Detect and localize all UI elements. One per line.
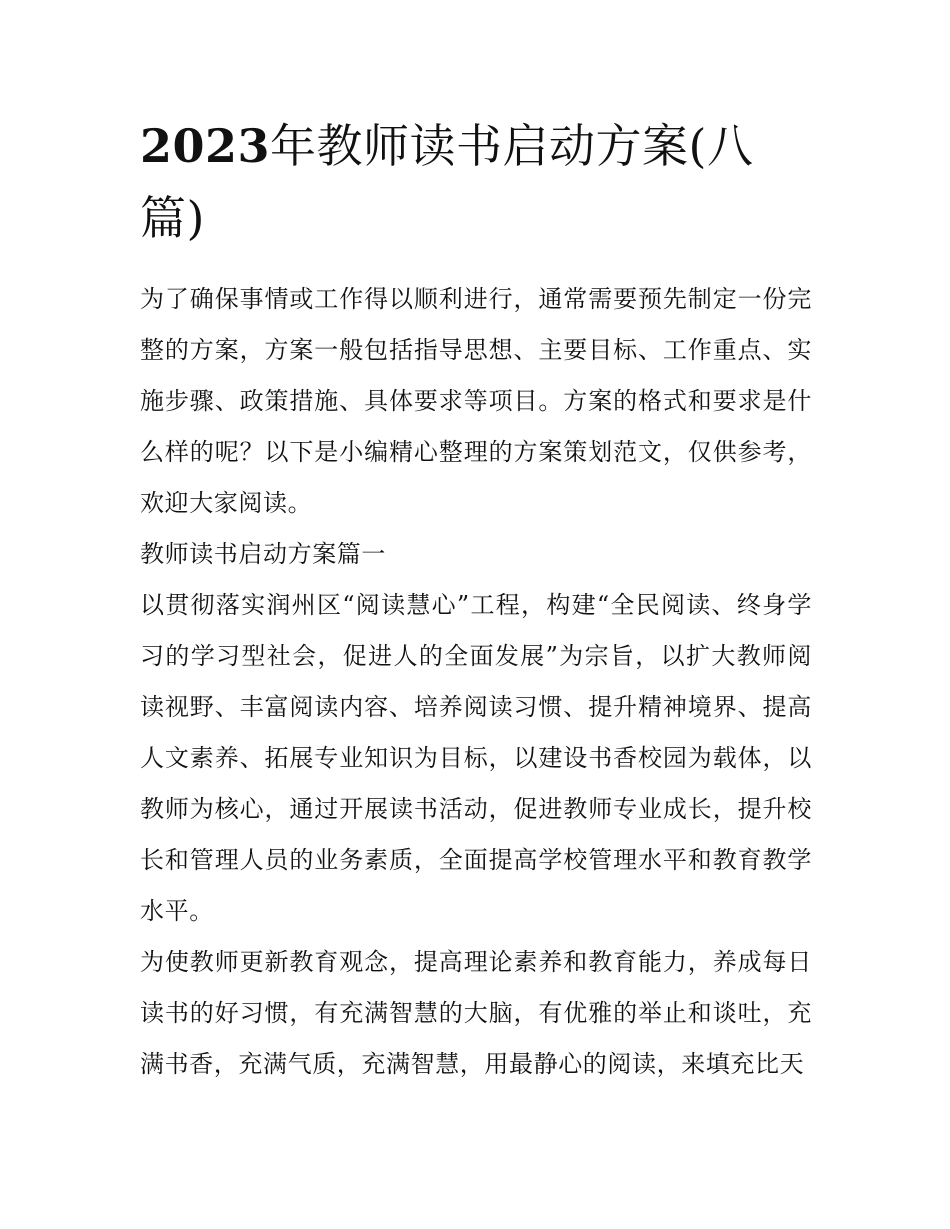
section-heading: 教师读书启动方案篇一 — [140, 540, 386, 568]
body-paragraph: 以贯彻落实润州区“阅读慧心”工程，构建“全民阅读、终身学习的学习型社会，促进人的全面发展”为宗旨，以扩大教师阅读视野、丰富阅读内容、培养阅读习惯、提升精神境界、提高人文素养、拓展专业知识为目标，以建设书香校园为载体，以教师为核心，通过开展读书活动，促进教师专业成长，提升校长和管理人员的业务素质，全面提高学校管理水平和教育教学水平。 — [140, 591, 812, 925]
intro-paragraph: 为了确保事情或工作得以顺利进行，通常需要预先制定一份完整的方案，方案一般包括指导思想、主要目标、工作重点、实施步骤、政策措施、具体要求等项目。方案的格式和要求是什么样的呢？以下是小编精心整理的方案策划范文，仅供参考，欢迎大家阅读。 — [140, 285, 812, 517]
title-text: 年教师读书启动方案(八篇) — [140, 119, 754, 245]
document-body — [140, 110, 812, 1090]
title-year: 2023 — [140, 119, 271, 173]
body-paragraph: 为使教师更新教育观念，提高理论素养和教育能力，养成每日读书的好习惯，有充满智慧的大脑，有优雅的举止和谈吐，充满书香，充满气质，充满智慧，用最静心的阅读，来填充比天 — [140, 948, 812, 1078]
document-title — [140, 110, 812, 254]
